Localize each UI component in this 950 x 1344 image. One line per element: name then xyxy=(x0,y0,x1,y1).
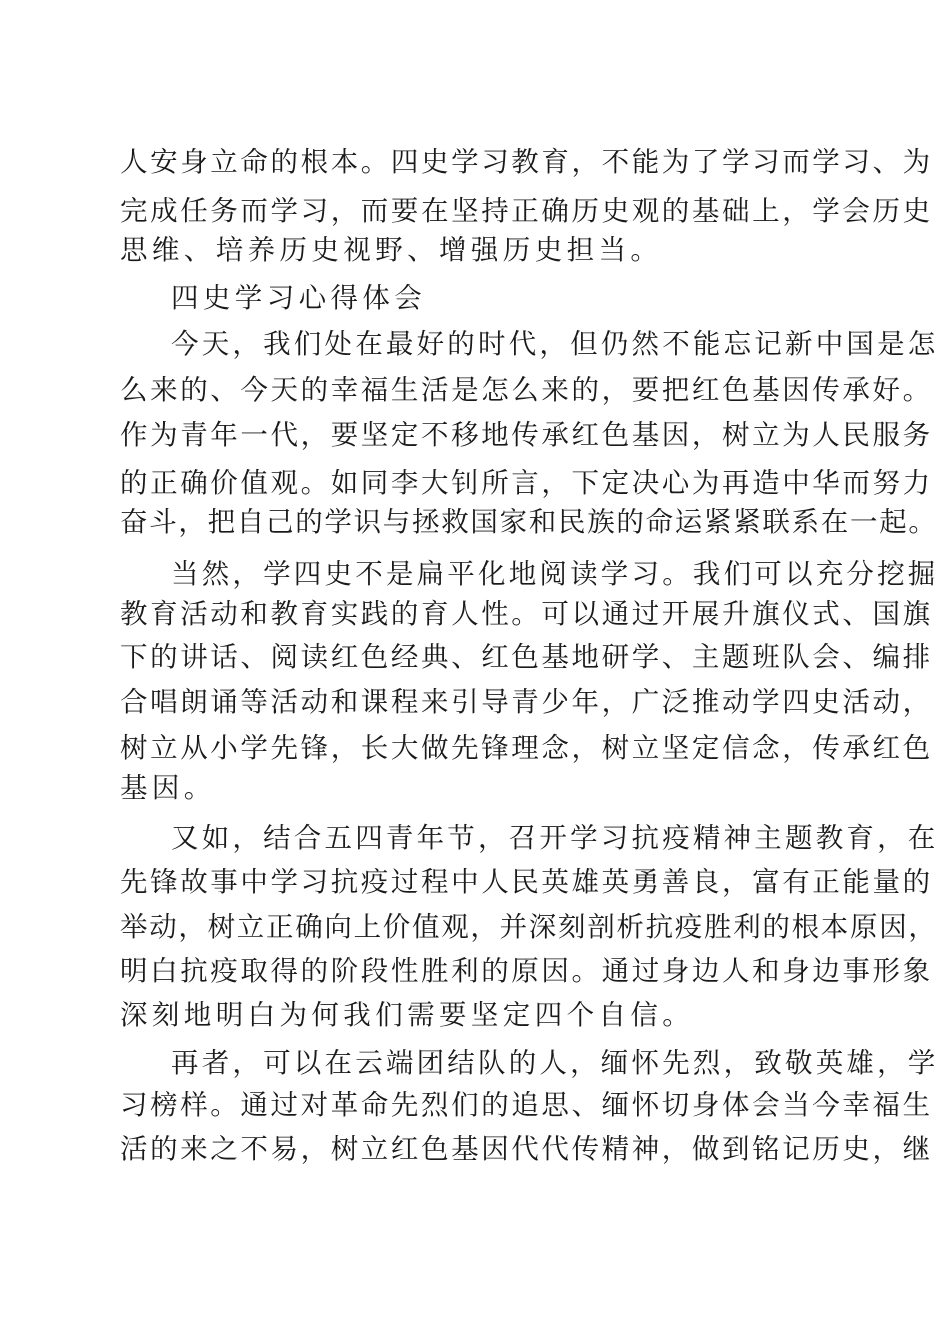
text-line: 习榜样。通过对革命先烈们的追思、缅怀切身体会当今幸福生 xyxy=(120,1089,933,1121)
text-line: 深刻地明白为何我们需要坚定四个自信。 xyxy=(120,999,695,1031)
text-line: 作为青年一代，要坚定不移地传承红色基因，树立为人民服务 xyxy=(120,419,933,451)
text-line: 教育活动和教育实践的育人性。可以通过开展升旗仪式、国旗 xyxy=(120,598,933,630)
text-line: 合唱朗诵等活动和课程来引导青少年，广泛推动学四史活动， xyxy=(120,686,933,718)
text-line: 基因。 xyxy=(120,772,216,804)
text-line: 完成任务而学习，而要在坚持正确历史观的基础上，学会历史 xyxy=(120,195,933,227)
text-line: 又如，结合五四青年节，召开学习抗疫精神主题教育，在 xyxy=(171,822,939,854)
text-line: 思维、培养历史视野、增强历史担当。 xyxy=(120,234,663,266)
text-line: 奋斗，把自己的学识与拯救国家和民族的命运紧紧联系在一起。 xyxy=(120,506,938,538)
text-line: 的正确价值观。如同李大钊所言，下定决心为再造中华而努力 xyxy=(120,467,933,499)
text-line: 今天，我们处在最好的时代，但仍然不能忘记新中国是怎 xyxy=(171,328,939,360)
text-line: 先锋故事中学习抗疫过程中人民英雄英勇善良，富有正能量的 xyxy=(120,866,933,898)
text-line: 明白抗疫取得的阶段性胜利的原因。通过身边人和身边事形象 xyxy=(120,955,933,987)
text-line: 活的来之不易，树立红色基因代代传精神，做到铭记历史，继 xyxy=(120,1133,933,1165)
text-line: 再者，可以在云端团结队的人，缅怀先烈，致敬英雄，学 xyxy=(171,1047,939,1079)
text-line: 当然，学四史不是扁平化地阅读学习。我们可以充分挖掘 xyxy=(171,558,939,590)
text-line: 下的讲话、阅读红色经典、红色基地研学、主题班队会、编排 xyxy=(120,641,933,673)
text-line: 树立从小学先锋，长大做先锋理念，树立坚定信念，传承红色 xyxy=(120,732,933,764)
text-line: 举动，树立正确向上价值观，并深刻剖析抗疫胜利的根本原因， xyxy=(120,911,938,943)
text-line: 么来的、今天的幸福生活是怎么来的，要把红色基因传承好。 xyxy=(120,374,933,406)
text-line: 人安身立命的根本。四史学习教育，不能为了学习而学习、为 xyxy=(120,146,933,178)
section-heading: 四史学习心得体会 xyxy=(171,282,427,314)
